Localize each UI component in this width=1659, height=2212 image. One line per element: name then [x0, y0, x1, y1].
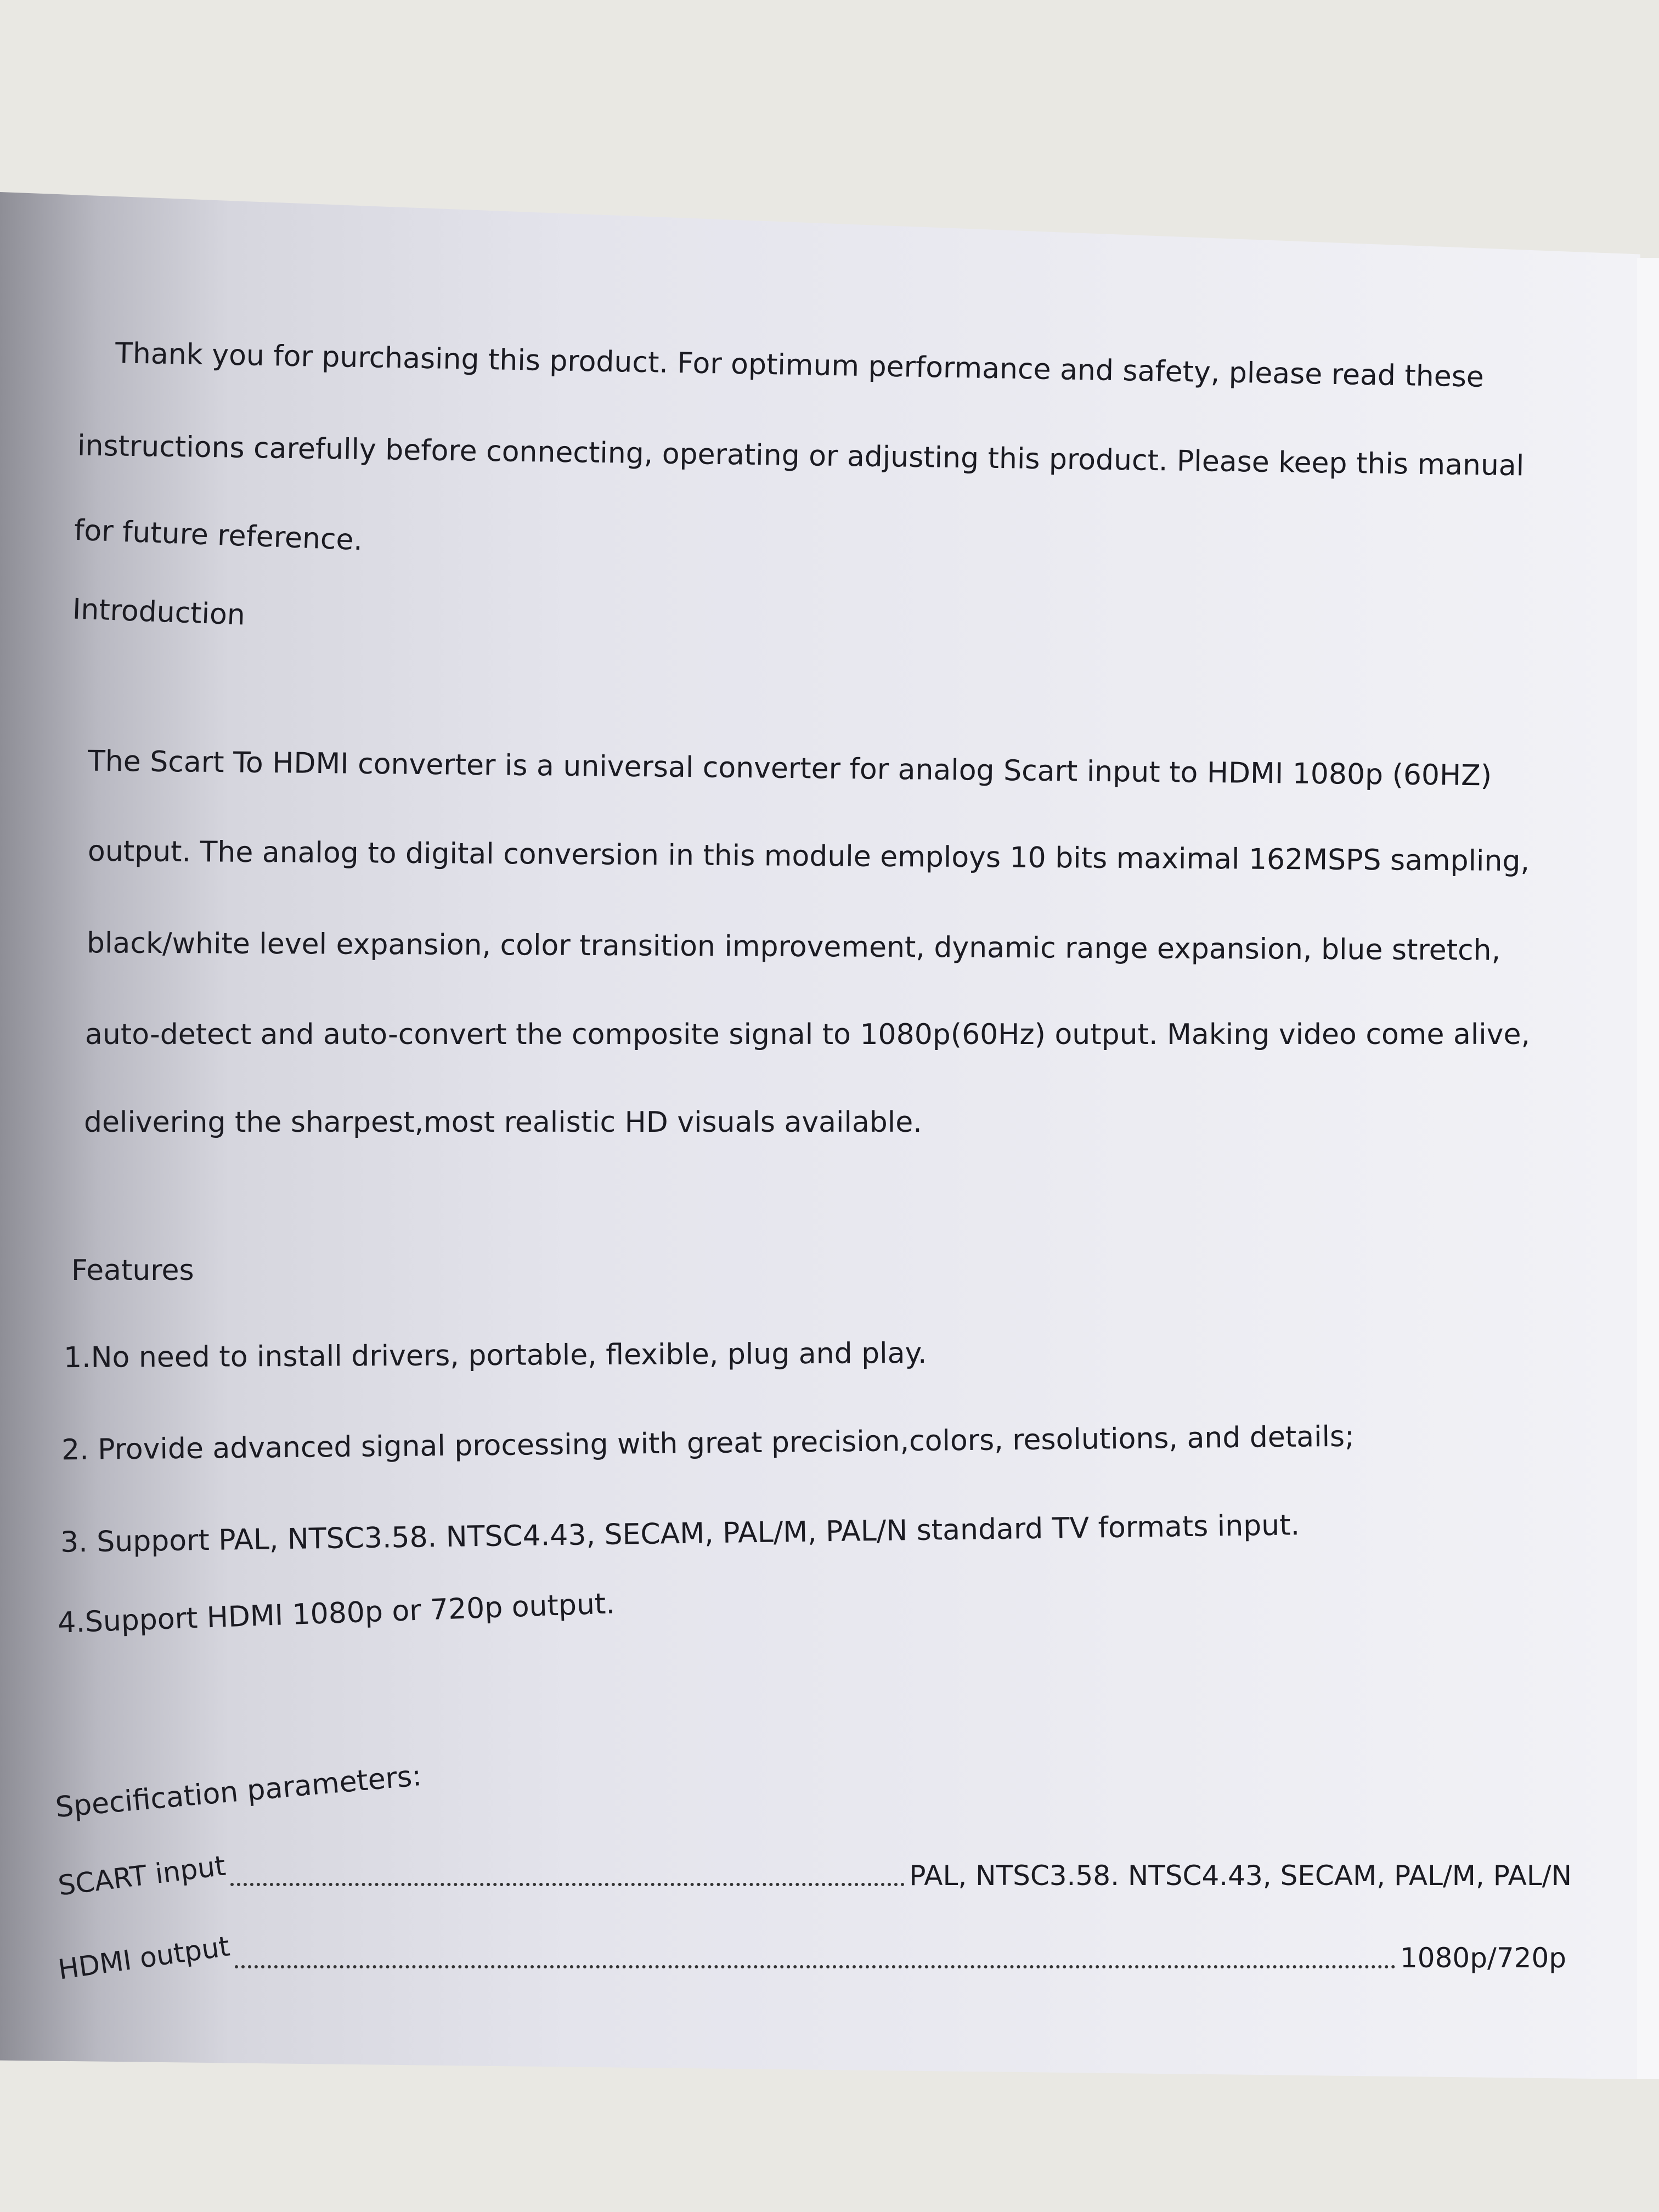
dot-leader [230, 1883, 905, 1886]
intro-line: for future reference. [74, 514, 364, 557]
spec-value: PAL, NTSC3.58. NTSC4.43, SECAM, PAL/M, PAL/N [909, 1860, 1572, 1892]
dot-leader [235, 1965, 1396, 1968]
feature-item: 3. Support PAL, NTSC3.58. NTSC4.43, SECAM, PAL/M, PAL/N standard TV formats input. [60, 1509, 1300, 1559]
spec-row-hdmi [56, 1930, 1566, 1986]
introduction-heading: Introduction [72, 592, 246, 632]
feature-item: 4.Support HDMI 1080p or 720p output. [57, 1587, 616, 1640]
introduction-line: black/white level expansion, color transition improvement, dynamic range expansion, blue stretch, [86, 927, 1501, 967]
specifications-heading: Specification parameters: [54, 1759, 423, 1825]
spec-row-scart [56, 1849, 1572, 1902]
introduction-line: delivering the sharpest,most realistic HD visuals available. [84, 1106, 922, 1139]
introduction-line: auto-detect and auto-convert the composite signal to 1080p(60Hz) output. Making video come alive, [85, 1018, 1531, 1051]
intro-line: instructions carefully before connecting, operating or adjusting this product. Please keep this manual [77, 429, 1525, 483]
page-edge [1637, 258, 1659, 2079]
spec-label: SCART input [56, 1849, 228, 1902]
spec-value: 1080p/720p [1400, 1942, 1566, 1974]
feature-item: 2. Provide advanced signal processing with great precision,colors, resolutions, and details; [61, 1420, 1355, 1467]
feature-item: 1.No need to install drivers, portable, flexible, plug and play. [63, 1336, 927, 1375]
intro-line: Thank you for purchasing this product. For optimum performance and safety, please read these [115, 337, 1485, 394]
introduction-line: output. The analog to digital conversion in this module employs 10 bits maximal 162MSPS sampling, [87, 834, 1530, 878]
features-heading: Features [71, 1254, 194, 1287]
spec-label: HDMI output [56, 1930, 232, 1986]
introduction-line: The Scart To HDMI converter is a universal converter for analog Scart input to HDMI 1080p (60HZ) [87, 744, 1492, 793]
